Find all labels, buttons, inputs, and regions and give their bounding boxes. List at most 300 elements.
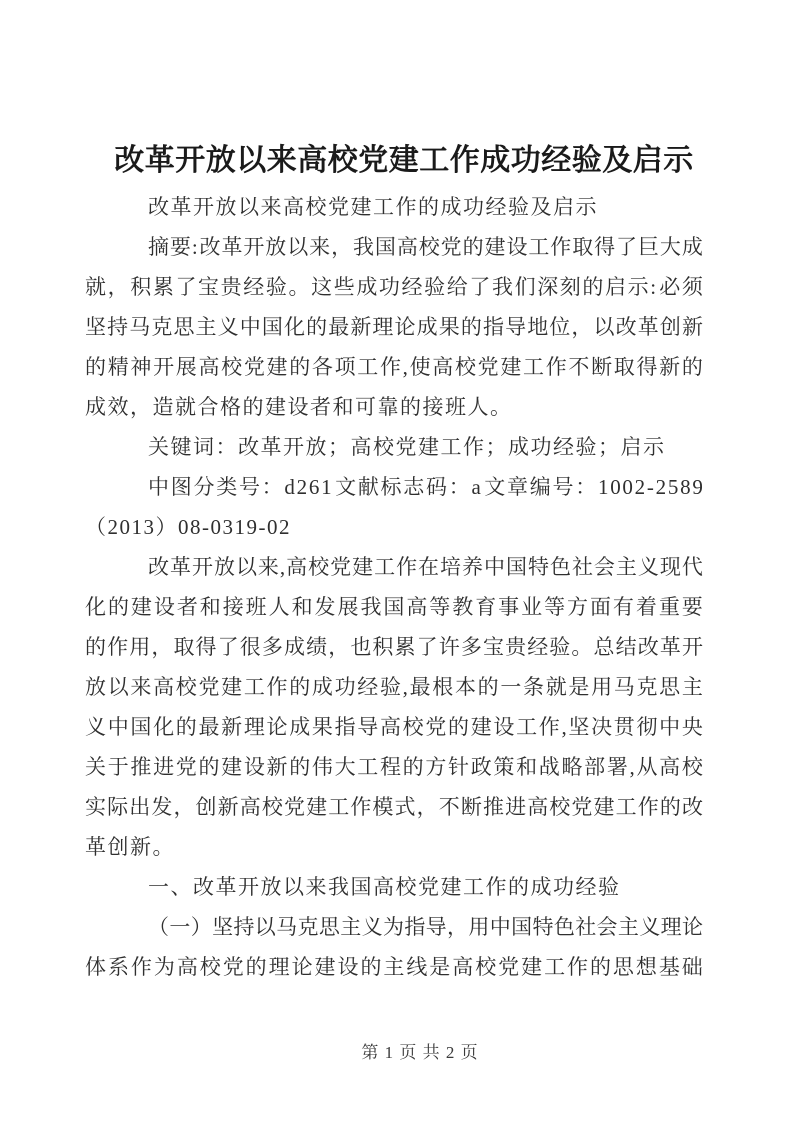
char: 创 — [195, 795, 217, 819]
char: 8 — [680, 475, 691, 499]
char: 导 — [357, 715, 379, 739]
char: 新 — [350, 315, 372, 339]
char: , — [402, 675, 408, 699]
char: 设 — [337, 955, 359, 979]
char: 作 — [350, 795, 372, 819]
char: 义 — [639, 915, 661, 939]
char: 的 — [589, 955, 611, 979]
char: 义 — [637, 555, 659, 579]
char: 持 — [233, 915, 255, 939]
char: 大 — [334, 755, 356, 779]
char: 实 — [85, 795, 106, 819]
char: 论 — [681, 915, 703, 939]
char: 克 — [151, 315, 173, 339]
char: 项 — [334, 355, 356, 379]
char: 2 — [296, 475, 308, 499]
char: 作 — [107, 635, 129, 659]
char: 育 — [475, 595, 497, 619]
char: ， — [173, 795, 195, 819]
char: ， — [151, 635, 173, 659]
char: 党 — [498, 955, 520, 979]
char: 不 — [438, 795, 460, 819]
char: 为 — [153, 955, 175, 979]
char: 政 — [470, 755, 492, 779]
char: 工 — [328, 795, 350, 819]
char: 9 — [692, 475, 703, 499]
char: 主 — [615, 555, 637, 579]
char: 新 — [217, 795, 239, 819]
char: 展 — [175, 355, 197, 379]
char: 高 — [153, 675, 175, 699]
char: 本 — [454, 675, 476, 699]
char: 班 — [245, 595, 267, 619]
char: 成 — [681, 235, 703, 259]
char: 主 — [617, 915, 639, 939]
char: 多 — [261, 635, 283, 659]
char: 党 — [175, 755, 197, 779]
char: 作 — [637, 795, 659, 819]
char: 1 — [321, 475, 332, 499]
char: 也 — [350, 635, 372, 659]
char: 人 — [268, 595, 290, 619]
char: ： — [575, 475, 597, 499]
char: 接 — [222, 595, 244, 619]
text-line — [85, 587, 703, 627]
char: 。 — [288, 275, 310, 299]
char: 校 — [402, 715, 424, 739]
char: 党 — [198, 675, 220, 699]
char: 成 — [356, 275, 378, 299]
char: 化 — [85, 595, 106, 619]
char: ， — [107, 275, 129, 299]
char: 高 — [659, 755, 681, 779]
char: 展 — [337, 595, 359, 619]
char: 给 — [446, 275, 468, 299]
char: 编 — [529, 475, 551, 499]
char: 校 — [199, 955, 221, 979]
char: 革 — [659, 635, 681, 659]
char: 的 — [245, 955, 267, 979]
char: 成 — [289, 715, 311, 739]
char: 校 — [549, 795, 571, 819]
char: 导 — [425, 915, 447, 939]
char: 功 — [378, 275, 400, 299]
char: 积 — [130, 275, 152, 299]
char: （ — [148, 915, 169, 939]
char: 启 — [605, 275, 627, 299]
char: 作 — [130, 955, 152, 979]
char: 战 — [538, 755, 560, 779]
char: 放 — [85, 675, 106, 699]
char: 色 — [553, 915, 575, 939]
char: 会 — [596, 915, 618, 939]
char: 经 — [527, 635, 549, 659]
char: 累 — [152, 275, 174, 299]
char: 思 — [612, 955, 634, 979]
char: 彻 — [636, 715, 658, 739]
char: 得 — [636, 355, 658, 379]
char: 指 — [404, 915, 426, 939]
char: 国 — [374, 235, 396, 259]
char: 成 — [416, 315, 438, 339]
char: 校 — [681, 755, 703, 779]
char: 主 — [681, 675, 703, 699]
char: 位 — [549, 315, 571, 339]
char: 高 — [432, 355, 454, 379]
char: 的 — [681, 355, 703, 379]
char: 国 — [261, 315, 283, 339]
char: 刻 — [559, 275, 581, 299]
char: 以 — [107, 675, 129, 699]
char: 国 — [505, 555, 527, 579]
char: 高 — [286, 555, 308, 579]
char: 党 — [440, 235, 462, 259]
char: 推 — [130, 755, 152, 779]
char: 中 — [484, 555, 505, 579]
char: 克 — [636, 675, 658, 699]
char: 高 — [239, 795, 261, 819]
char: 部 — [584, 755, 606, 779]
char: 新 — [681, 315, 703, 339]
char: ： — [261, 475, 283, 499]
char: 类 — [216, 475, 238, 499]
text-line — [85, 307, 703, 347]
char: 中 — [107, 715, 129, 739]
char: 验 — [379, 675, 401, 699]
char: 建 — [306, 795, 328, 819]
char: 些 — [333, 275, 355, 299]
char: 开 — [243, 235, 265, 259]
char: 巨 — [637, 235, 659, 259]
char: 者 — [176, 595, 198, 619]
char: 改 — [199, 235, 221, 259]
char: 了 — [616, 235, 638, 259]
char: 2 — [655, 475, 667, 499]
char: 校 — [261, 795, 283, 819]
char: 的 — [306, 315, 328, 339]
char: 的 — [289, 675, 311, 699]
char: 特 — [532, 915, 554, 939]
char: 中 — [239, 315, 261, 339]
char: 建 — [484, 235, 506, 259]
char: 进 — [505, 795, 527, 819]
char: , — [561, 715, 567, 739]
text-line: 一、改革开放以来我国高校党建工作的成功经验 — [148, 875, 621, 899]
char: 最 — [198, 715, 220, 739]
char: 党 — [571, 795, 593, 819]
char: 断 — [460, 795, 482, 819]
char: 义 — [217, 315, 239, 339]
char: 和 — [516, 755, 538, 779]
char: 指 — [482, 315, 504, 339]
char: 的 — [107, 595, 129, 619]
char: 经 — [243, 275, 265, 299]
char: 的 — [289, 755, 311, 779]
char: 作 — [538, 715, 560, 739]
char: 着 — [635, 595, 657, 619]
char: 面 — [589, 595, 611, 619]
char: 使 — [409, 355, 431, 379]
char: 特 — [527, 555, 549, 579]
char: 马 — [129, 315, 151, 339]
char: 改 — [637, 635, 659, 659]
char: 校 — [221, 355, 243, 379]
char: 文 — [484, 475, 506, 499]
char: 的 — [659, 795, 681, 819]
document-body — [85, 187, 703, 987]
char: 的 — [477, 675, 499, 699]
char: 工 — [523, 355, 544, 379]
char: 代 — [681, 555, 703, 579]
document-title: 改革开放以来高校党建工作成功经验及启示 — [114, 144, 694, 177]
char: 建 — [314, 955, 336, 979]
char: , — [279, 555, 286, 579]
char: 主 — [383, 955, 405, 979]
char: 出 — [129, 795, 151, 819]
char: 革 — [637, 315, 659, 339]
char: 作 — [567, 955, 589, 979]
char: 地 — [527, 315, 549, 339]
char: d — [284, 475, 295, 499]
char: 取 — [613, 355, 635, 379]
char: 很 — [239, 635, 261, 659]
char: 建 — [593, 795, 615, 819]
char: 推 — [482, 795, 504, 819]
char: 的 — [460, 315, 482, 339]
char: 校 — [475, 955, 497, 979]
char: 献 — [357, 475, 379, 499]
char: 建 — [266, 355, 288, 379]
char: 就 — [85, 275, 106, 299]
char: 6 — [308, 475, 320, 499]
char: 教 — [452, 595, 474, 619]
char: 理 — [268, 955, 290, 979]
char: 的 — [462, 235, 484, 259]
char: 了 — [175, 275, 197, 299]
char: 开 — [153, 355, 175, 379]
char: 党 — [330, 555, 352, 579]
char: 得 — [594, 235, 616, 259]
char: 会 — [593, 555, 615, 579]
char: 革 — [169, 555, 191, 579]
char: 工 — [357, 355, 379, 379]
text-line: 革创新。 — [85, 835, 175, 859]
char: 工 — [516, 715, 538, 739]
text-line: 成效，造就合格的建设者和可靠的接班人。 — [85, 395, 513, 419]
char: 党 — [243, 355, 265, 379]
char: 图 — [170, 475, 192, 499]
char: ， — [447, 915, 469, 939]
char: , — [402, 355, 408, 379]
char: 建 — [470, 715, 492, 739]
char: 思 — [659, 675, 681, 699]
char: 为 — [382, 915, 404, 939]
char: 作 — [266, 675, 288, 699]
char: 许 — [438, 635, 460, 659]
text-line: （2013）08-0319-02 — [85, 515, 291, 539]
char: 开 — [191, 555, 213, 579]
char: 设 — [153, 595, 175, 619]
char: 用 — [591, 675, 613, 699]
char: 党 — [222, 955, 244, 979]
char: 理 — [243, 715, 265, 739]
char: 理 — [660, 915, 682, 939]
char: 新 — [221, 715, 243, 739]
char: 设 — [506, 235, 528, 259]
char: 作 — [379, 355, 401, 379]
char: 功 — [334, 675, 356, 699]
char: 指 — [334, 715, 356, 739]
char: 绩 — [306, 635, 328, 659]
char: 要 — [681, 595, 703, 619]
char: 总 — [593, 635, 615, 659]
char: 体 — [85, 955, 106, 979]
char: 断 — [591, 355, 613, 379]
char: 成 — [283, 635, 305, 659]
text-line — [85, 667, 703, 707]
char: 从 — [636, 755, 658, 779]
char: 工 — [615, 795, 637, 819]
text-line — [85, 907, 703, 947]
char: 校 — [418, 235, 440, 259]
char: 我 — [360, 595, 382, 619]
char: 工 — [544, 955, 566, 979]
char: 进 — [153, 755, 175, 779]
char: 校 — [308, 555, 330, 579]
char: 号 — [552, 475, 574, 499]
char: 马 — [276, 915, 298, 939]
char: 培 — [440, 555, 462, 579]
char: 不 — [568, 355, 590, 379]
char: 系 — [107, 955, 129, 979]
char: 各 — [311, 355, 333, 379]
char: 们 — [514, 275, 536, 299]
char: 标 — [380, 475, 402, 499]
char: 以 — [287, 235, 309, 259]
char: 中 — [148, 475, 169, 499]
char: 高 — [406, 595, 428, 619]
text-line — [85, 547, 703, 587]
char: 来 — [257, 555, 279, 579]
char: 须 — [681, 275, 703, 299]
char: 和 — [199, 595, 221, 619]
char: 方 — [567, 595, 589, 619]
char: 贯 — [613, 715, 635, 739]
char: 得 — [195, 635, 217, 659]
char: 高 — [396, 235, 418, 259]
char: 建 — [221, 675, 243, 699]
text-line: 改革开放以来高校党建工作的成功经验及启示 — [148, 195, 598, 219]
char: 取 — [572, 235, 594, 259]
char: 神 — [130, 355, 152, 379]
char: 央 — [681, 715, 703, 739]
char: 作 — [550, 235, 572, 259]
char: 于 — [107, 755, 129, 779]
char: : — [650, 275, 657, 299]
char: 创 — [659, 315, 681, 339]
char: 重 — [658, 595, 680, 619]
char: 中 — [659, 715, 681, 739]
char: 精 — [107, 355, 129, 379]
char: 色 — [549, 555, 571, 579]
char: 验 — [265, 275, 287, 299]
char: 积 — [372, 635, 394, 659]
char: 础 — [681, 955, 703, 979]
char: 工 — [357, 755, 379, 779]
char: 一 — [500, 675, 522, 699]
char: 建 — [500, 355, 522, 379]
text-line — [85, 227, 703, 267]
char: 高 — [379, 715, 401, 739]
char: 根 — [432, 675, 454, 699]
char: 程 — [379, 755, 401, 779]
text-line — [85, 747, 703, 787]
char: 新 — [659, 355, 681, 379]
char: 必 — [659, 275, 681, 299]
char: ， — [331, 235, 353, 259]
char: 来 — [309, 235, 331, 259]
char: 主 — [195, 315, 217, 339]
char: 针 — [448, 755, 469, 779]
char: 号 — [238, 475, 260, 499]
char: 国 — [511, 915, 533, 939]
char: 等 — [429, 595, 451, 619]
char: 事 — [498, 595, 520, 619]
char: 一 — [169, 915, 191, 939]
char: 理 — [372, 315, 394, 339]
char: 有 — [612, 595, 634, 619]
char: 坚 — [85, 315, 106, 339]
text-line — [85, 627, 703, 667]
char: 贵 — [505, 635, 527, 659]
char: 多 — [460, 635, 482, 659]
text-line — [85, 467, 703, 507]
page-number-indicator: 第 1 页 共 2 页 — [361, 1043, 479, 1062]
char: 作 — [396, 555, 418, 579]
char: 条 — [523, 675, 544, 699]
char: 码 — [426, 475, 448, 499]
char: 改 — [148, 555, 169, 579]
text-line: 关键词：改革开放；高校党建工作；成功经验；启示 — [148, 435, 666, 459]
char: 示 — [627, 275, 649, 299]
char: - — [646, 475, 654, 499]
char: 这 — [311, 275, 333, 299]
char: 国 — [383, 595, 405, 619]
char: 马 — [613, 675, 635, 699]
char: 工 — [528, 235, 550, 259]
char: 的 — [448, 715, 469, 739]
char: 党 — [283, 795, 305, 819]
char: 坚 — [212, 915, 234, 939]
char: 以 — [593, 315, 615, 339]
char: 设 — [493, 715, 515, 739]
char: 想 — [635, 955, 657, 979]
char: 用 — [129, 635, 151, 659]
char: 方 — [425, 755, 447, 779]
char: 坚 — [568, 715, 590, 739]
char: 的 — [175, 715, 197, 739]
char: 际 — [107, 795, 129, 819]
char: 建 — [521, 955, 543, 979]
char: 作 — [545, 355, 567, 379]
char: 等 — [544, 595, 566, 619]
char: 果 — [311, 715, 333, 739]
char: 的 — [198, 755, 220, 779]
char: ： — [448, 475, 470, 499]
char: 贵 — [220, 275, 242, 299]
char: 高 — [527, 795, 549, 819]
char: 志 — [403, 475, 425, 499]
